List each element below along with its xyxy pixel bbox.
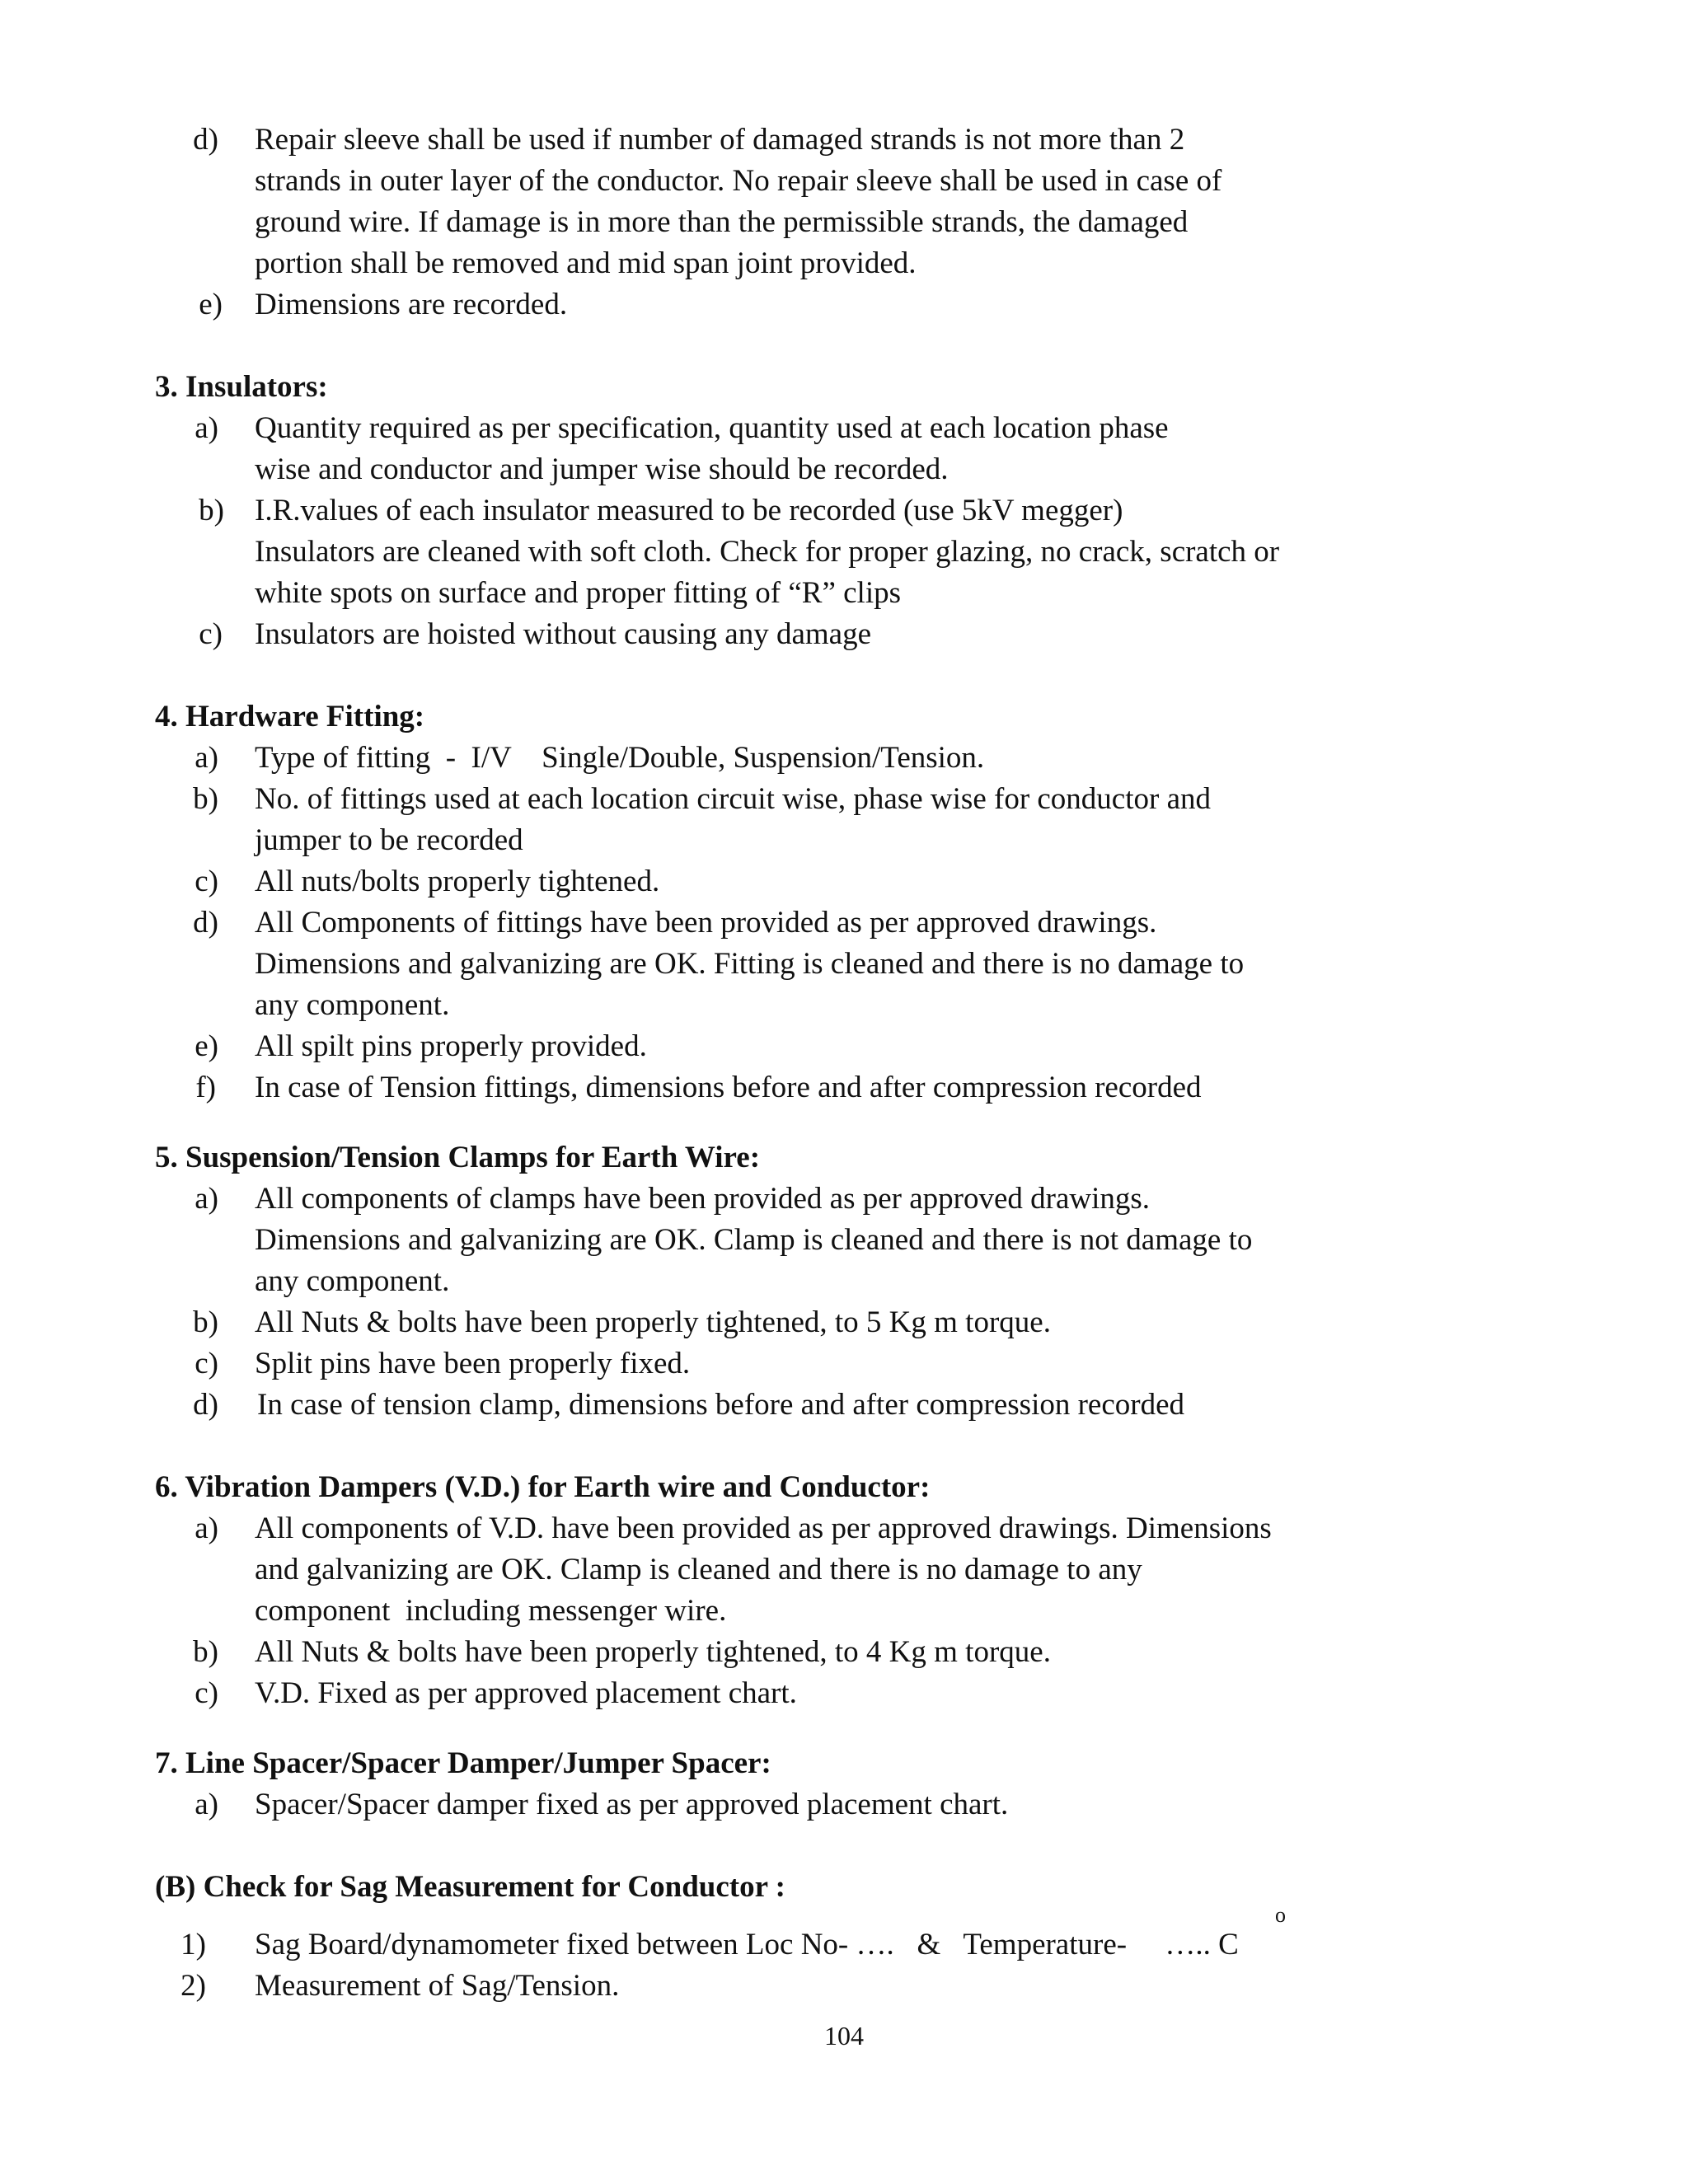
section-heading: 7. Line Spacer/Spacer Damper/Jumper Spacer: <box>155 1746 771 1780</box>
item-label: c) <box>195 1676 218 1710</box>
item-text: No. of fittings used at each location circuit wise, phase wise for conductor and <box>255 782 1212 816</box>
item-text: any component. <box>255 1264 450 1298</box>
item-text: Insulators are cleaned with soft cloth. Check for proper glazing, no crack, scratch or <box>255 535 1280 569</box>
item-text: Measurement of Sag/Tension. <box>255 1969 620 2003</box>
item-label: b) <box>193 782 218 816</box>
item-label: b) <box>193 1305 218 1339</box>
item-label: 2) <box>181 1969 206 2003</box>
item-label: a) <box>195 411 218 445</box>
item-text: In case of Tension fittings, dimensions before and after compression recorded <box>255 1071 1202 1104</box>
item-text: Repair sleeve shall be used if number of damaged strands is not more than 2 <box>255 123 1185 157</box>
item-text: white spots on surface and proper fitting of “R” clips <box>255 576 901 610</box>
item-text: Split pins have been properly fixed. <box>255 1347 691 1380</box>
item-text: All spilt pins properly provided. <box>255 1029 647 1063</box>
item-label: e) <box>199 288 223 321</box>
item-text: All Nuts & bolts have been properly tightened, to 4 Kg m torque. <box>255 1635 1051 1669</box>
item-text: All nuts/bolts properly tightened. <box>255 865 660 898</box>
item-label: c) <box>199 617 223 651</box>
item-label: c) <box>195 865 218 898</box>
item-label: c) <box>195 1347 218 1380</box>
item-text: Dimensions are recorded. <box>255 288 568 321</box>
item-text: strands in outer layer of the conductor. No repair sleeve shall be used in case of <box>255 164 1222 198</box>
item-text: V.D. Fixed as per approved placement chart. <box>255 1676 797 1710</box>
item-text: All Nuts & bolts have been properly tightened, to 5 Kg m torque. <box>255 1305 1051 1339</box>
section-heading: (B) Check for Sag Measurement for Conductor : <box>155 1870 785 1904</box>
degree-symbol: o <box>1275 1903 1286 1927</box>
item-label: a) <box>195 741 218 775</box>
item-text: Sag Board/dynamometer fixed between Loc No- …. & Temperature- ….. C <box>255 1928 1239 1961</box>
item-text: All components of clamps have been provided as per approved drawings. <box>255 1182 1151 1216</box>
item-label: a) <box>195 1511 218 1545</box>
section-heading: 5. Suspension/Tension Clamps for Earth Wire: <box>155 1141 761 1174</box>
item-label: 1) <box>181 1928 206 1961</box>
item-text: ground wire. If damage is in more than the permissible strands, the damaged <box>255 205 1189 239</box>
item-text: component including messenger wire. <box>255 1594 727 1628</box>
item-text: Type of fitting - I/V Single/Double, Suspension/Tension. <box>255 741 985 775</box>
item-text: any component. <box>255 988 450 1022</box>
item-text: portion shall be removed and mid span joint provided. <box>255 246 917 280</box>
item-text: Dimensions and galvanizing are OK. Clamp is cleaned and there is not damage to <box>255 1223 1253 1257</box>
item-label: a) <box>195 1788 218 1821</box>
item-label: d) <box>193 123 218 157</box>
page-number: 104 <box>824 2021 864 2050</box>
section-heading: 4. Hardware Fitting: <box>155 700 425 733</box>
item-text: Insulators are hoisted without causing any damage <box>255 617 872 651</box>
item-label: e) <box>195 1029 218 1063</box>
item-text: In case of tension clamp, dimensions before and after compression recorded <box>257 1388 1185 1422</box>
item-text: I.R.values of each insulator measured to be recorded (use 5kV megger) <box>255 494 1123 527</box>
item-text: jumper to be recorded <box>255 823 523 857</box>
item-text: wise and conductor and jumper wise should be recorded. <box>255 452 949 486</box>
item-label: b) <box>193 1635 218 1669</box>
item-label: a) <box>195 1182 218 1216</box>
item-text: and galvanizing are OK. Clamp is cleaned and there is no damage to any <box>255 1553 1142 1586</box>
section-heading: 3. Insulators: <box>155 370 328 404</box>
section-heading: 6. Vibration Dampers (V.D.) for Earth wire and Conductor: <box>155 1470 931 1504</box>
item-text: All Components of fittings have been provided as per approved drawings. <box>255 906 1157 940</box>
item-text: Quantity required as per specification, quantity used at each location phase <box>255 411 1169 445</box>
item-text: Spacer/Spacer damper fixed as per approved placement chart. <box>255 1788 1009 1821</box>
item-label: b) <box>199 494 224 527</box>
item-label: f) <box>195 1071 216 1104</box>
item-label: d) <box>193 906 218 940</box>
item-label: d) <box>193 1388 218 1422</box>
item-text: All components of V.D. have been provided as per approved drawings. Dimensions <box>255 1511 1272 1545</box>
item-text: Dimensions and galvanizing are OK. Fitting is cleaned and there is no damage to <box>255 947 1245 981</box>
